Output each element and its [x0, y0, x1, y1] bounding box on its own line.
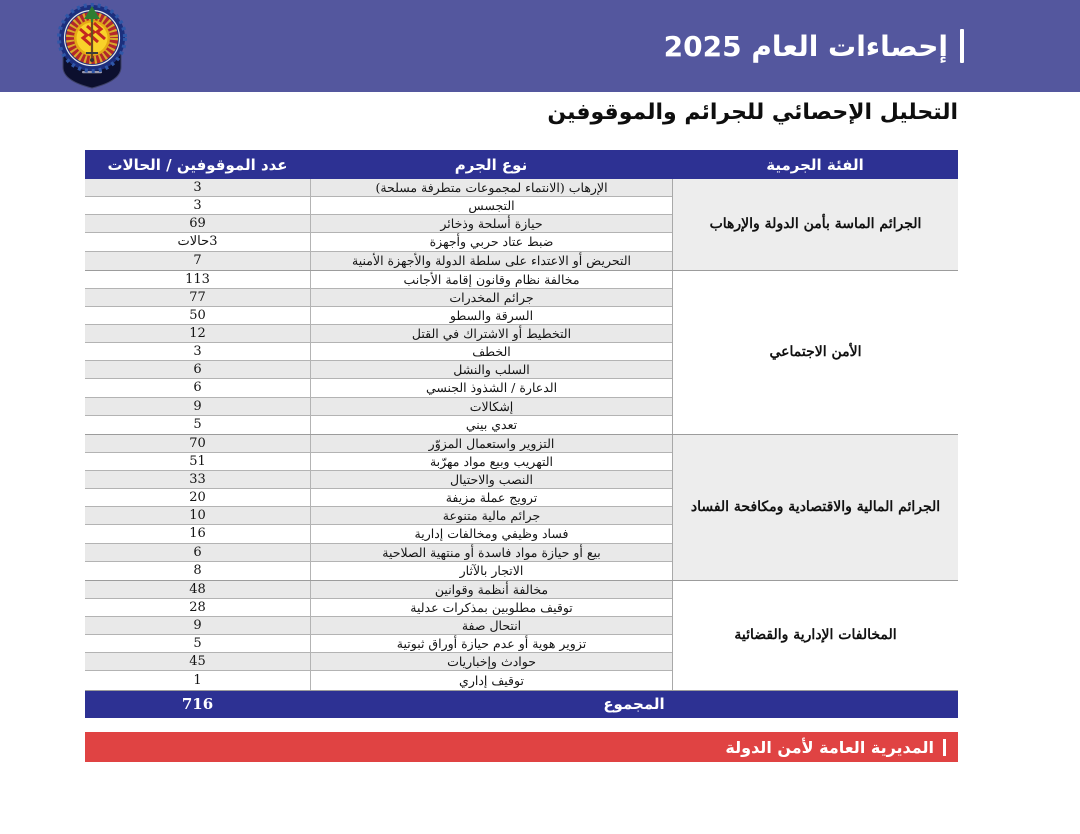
crime-type-cell: توقيف إداري — [310, 671, 672, 689]
count-cell: 45 — [189, 654, 206, 670]
count-cell: 48 — [189, 581, 206, 597]
table-row — [85, 343, 672, 361]
table-row — [85, 562, 672, 580]
table-row — [85, 215, 672, 233]
column-header-count: عدد الموقوفين / الحالات — [107, 155, 288, 174]
category-group — [85, 179, 958, 271]
crime-type-cell: السلب والنشل — [310, 361, 672, 378]
count-cell: 113 — [185, 271, 210, 287]
crime-type-cell: ترويج عملة مزيفة — [310, 489, 672, 506]
table-row — [85, 453, 672, 471]
crime-type-cell: مخالفة نظام وقانون إقامة الأجانب — [310, 271, 672, 288]
sword-pommel — [90, 58, 94, 62]
crime-type-cell: النصب والاحتيال — [310, 471, 672, 488]
crime-type-cell: تعدي بيني — [310, 416, 672, 434]
count-cell: 9 — [193, 618, 202, 634]
crime-type-cell: الخطف — [310, 343, 672, 360]
crime-type-cell: التهريب وبيع مواد مهرّبة — [310, 453, 672, 470]
table-row — [85, 398, 672, 416]
category-cell: الجرائم الماسة بأمن الدولة والإرهاب — [672, 179, 958, 270]
crime-type-cell: التحريض أو الاعتداء على سلطة الدولة والأجهزة الأمنية — [310, 252, 672, 270]
count-cell: 9 — [193, 398, 202, 414]
table-row — [85, 544, 672, 562]
count-cell: 28 — [189, 599, 206, 615]
crime-type-cell: التزوير واستعمال المزوّر — [310, 435, 672, 452]
count-cell: 12 — [189, 326, 206, 342]
count-cell: 16 — [189, 526, 206, 542]
table-row — [85, 471, 672, 489]
table-row — [85, 416, 672, 434]
category-cell: المخالفات الإدارية والقضائية — [672, 581, 958, 690]
table-row — [85, 289, 672, 307]
cedar-trunk — [91, 18, 93, 22]
header-bar — [0, 0, 1080, 92]
count-cell: 69 — [189, 216, 206, 232]
count-cell: 5 — [193, 636, 202, 652]
table-row — [85, 489, 672, 507]
count-cell: 77 — [189, 289, 206, 305]
crime-type-cell: فساد وظيفي ومخالفات إدارية — [310, 525, 672, 542]
category-rows — [85, 581, 672, 690]
count-cell: 3 — [193, 180, 202, 196]
count-cell: 6 — [193, 362, 202, 378]
total-value: 716 — [181, 695, 214, 713]
table-row — [85, 252, 672, 270]
page-title: التحليل الإحصائي للجرائم والموقوفين — [547, 100, 958, 125]
footer-separator-bar — [943, 739, 946, 756]
header-title — [664, 0, 964, 92]
crime-type-cell: جرائم المخدرات — [310, 289, 672, 306]
count-cell: 3حالات — [177, 234, 218, 250]
crime-type-cell: السرقة والسطو — [310, 307, 672, 324]
table-row — [85, 653, 672, 671]
crime-type-cell: مخالفة أنظمة وقوانين — [310, 581, 672, 598]
count-cell: 51 — [189, 453, 206, 469]
crime-type-cell: التخطيط أو الاشتراك في القتل — [310, 325, 672, 342]
table-row — [85, 435, 672, 453]
table-row — [85, 617, 672, 635]
table-row — [85, 507, 672, 525]
column-header-category: الفئة الجرمية — [766, 155, 864, 174]
crime-type-cell: جرائم مالية متنوعة — [310, 507, 672, 524]
crime-type-cell: الدعارة / الشذوذ الجنسي — [310, 379, 672, 396]
table-row — [85, 635, 672, 653]
count-cell: 6 — [193, 380, 202, 396]
crime-type-cell: ضبط عتاد حربي وأجهزة — [310, 233, 672, 250]
table-row — [85, 307, 672, 325]
table-row — [85, 197, 672, 215]
table-row — [85, 271, 672, 289]
table-row — [85, 581, 672, 599]
table-header-row — [85, 150, 958, 179]
category-cell: الأمن الاجتماعي — [672, 271, 958, 434]
crime-type-cell: التجسس — [310, 197, 672, 214]
category-rows — [85, 435, 672, 580]
count-cell: 5 — [193, 417, 202, 433]
category-rows — [85, 179, 672, 270]
state-security-emblem-icon — [48, 2, 136, 92]
count-cell: 50 — [189, 307, 206, 323]
title-separator-bar — [960, 29, 964, 63]
table-row — [85, 361, 672, 379]
crime-type-cell: حيازة أسلحة وذخائر — [310, 215, 672, 232]
header-title-text: إحصاءات العام 2025 — [663, 29, 948, 63]
footer-bar — [85, 732, 958, 762]
count-cell: 1 — [193, 672, 202, 688]
crime-stats-table — [85, 150, 958, 718]
count-cell: 3 — [193, 198, 202, 214]
crime-type-cell: توقيف مطلوبين بمذكرات عدلية — [310, 599, 672, 616]
crime-type-cell: الاتجار بالآثار — [310, 562, 672, 580]
count-cell: 70 — [189, 435, 206, 451]
total-label: المجموع — [603, 695, 665, 713]
crime-type-cell: بيع أو حيازة مواد فاسدة أو منتهية الصلاحية — [310, 544, 672, 561]
count-cell: 8 — [193, 563, 202, 579]
count-cell: 7 — [193, 253, 202, 269]
count-cell: 6 — [193, 544, 202, 560]
column-header-crime-type: نوع الجرم — [454, 155, 528, 174]
table-row — [85, 325, 672, 343]
count-cell: 10 — [189, 508, 206, 524]
count-cell: 20 — [189, 490, 206, 506]
count-cell: 33 — [189, 472, 206, 488]
crime-type-cell: إشكالات — [310, 398, 672, 415]
table-row — [85, 233, 672, 251]
category-group — [85, 435, 958, 581]
category-group — [85, 581, 958, 691]
table-row — [85, 671, 672, 689]
crime-type-cell: تزوير هوية أو عدم حيازة أوراق ثبوتية — [310, 635, 672, 652]
crime-type-cell: الإرهاب (الانتماء لمجموعات متطرفة مسلحة) — [310, 179, 672, 196]
table-row — [85, 525, 672, 543]
table-body — [85, 179, 958, 691]
crime-type-cell: حوادث وإخباريات — [310, 653, 672, 670]
category-cell: الجرائم المالية والاقتصادية ومكافحة الفساد — [672, 435, 958, 580]
table-row — [85, 599, 672, 617]
count-cell: 3 — [193, 344, 202, 360]
table-row — [85, 179, 672, 197]
category-rows — [85, 271, 672, 434]
category-group — [85, 271, 958, 435]
footer-label: المديرية العامة لأمن الدولة — [725, 737, 934, 757]
total-row — [85, 691, 958, 718]
crime-type-cell: انتحال صفة — [310, 617, 672, 634]
table-row — [85, 379, 672, 397]
